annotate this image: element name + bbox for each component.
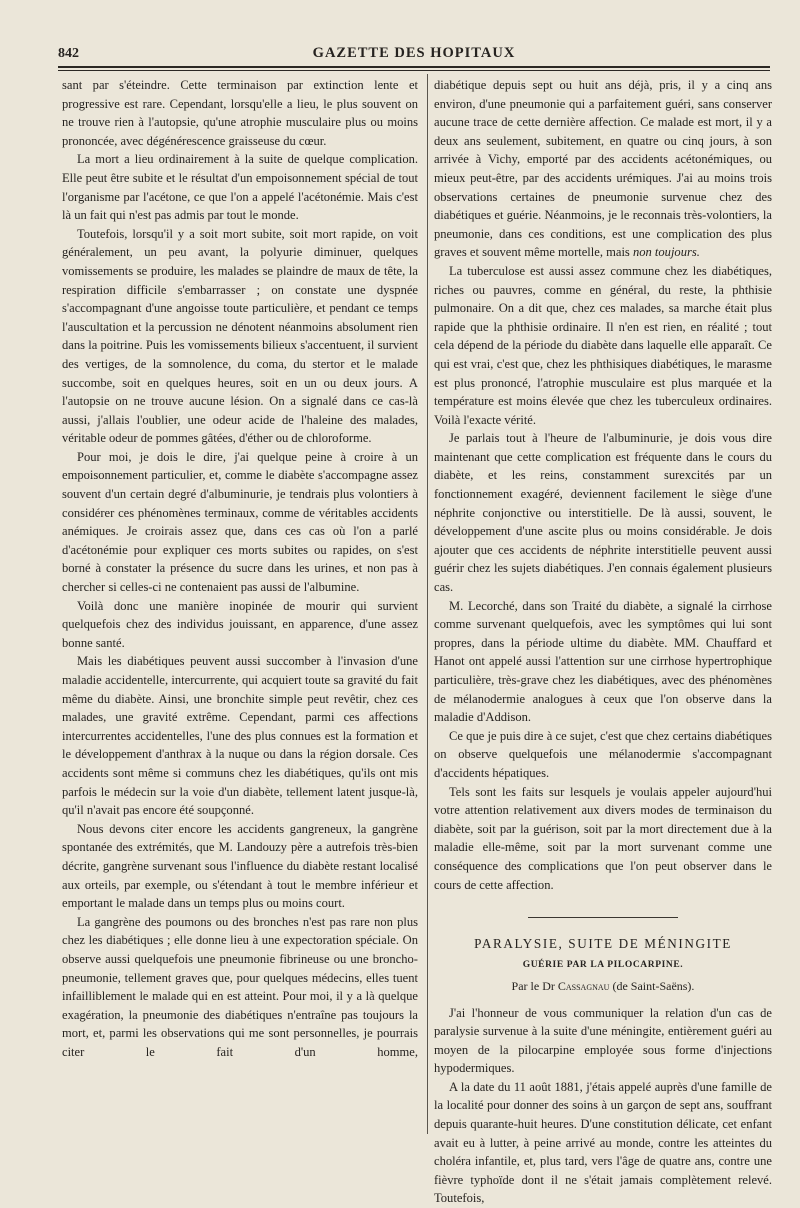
paragraph: Tels sont les faits sur lesquels je voulais appeler aujourd'hui votre attention relativement aux divers modes de terminaison du diabète, soit par la guérison, soit par la mort directement due à la maladie elle-même, soit par la mort survenant comme une conséquence des complications que l'on peut observer dans le cours de cette affection. <box>434 784 772 892</box>
right-column <box>434 76 772 1208</box>
paragraph: Je parlais tout à l'heure de l'albuminurie, je dois vous dire maintenant que cette complication est fréquente dans le cours du diabète, et les reins, constamment surexcités par un fonctionnement exagéré, deviennent facilement le siège d'une néphrite conjonctive ou interstitielle. De là aussi, souvent, le développement d'une ascite plus ou moins considérable. Je dois ajouter que ces accidents de néphrite interstitielle peuvent aussi guérir chez les sujets diabétiques. J'en connais également plusieurs cas. <box>434 431 772 595</box>
article-author <box>434 977 772 996</box>
section-separator <box>434 908 772 927</box>
running-title: GAZETTE DES HOPITAUX <box>312 45 516 61</box>
paragraph: Voilà donc une manière inopinée de mourir qui survient quelquefois chez des individus jouissant, en apparence, d'une assez bonne santé. <box>62 598 418 650</box>
page-number: 842 <box>58 46 79 61</box>
paragraph: Nous devons citer encore les accidents gangreneux, la gangrène spontanée des extrémités, que M. Landouzy père a autrefois très-bien décrite, gangrène survenant sous l'influence du diabète restant localisé aux orteils, par exemple, ou s'étendant à tout le membre inférieur et emportant le malade dans un temps plus ou moins court. <box>62 821 418 911</box>
author-name: Cassagnau <box>557 978 610 993</box>
paragraph: A la date du 11 août 1881, j'étais appelé auprès d'une famille de la localité pour donner des soins à un garçon de sept ans, souffrant depuis quarante-huit heures. D'une constitution délicate, cet enfant avait eu à lutter, à peine arrivé au monde, contre les atteintes du choléra infantile, et, plus tard, vers l'âge de quatre ans, contre une fièvre typhoïde dont il ne s'était jamais complètement relevé. Toutefois, <box>434 1079 772 1206</box>
header-rule-thin <box>58 70 770 71</box>
paragraph: sant par s'éteindre. Cette terminaison par extinction lente et progressive est rare. Cependant, lorsqu'elle a lieu, le plus souvent on ne trouve rien à l'autopsie, qu'une atrophie musculaire plus ou moins prononcée, avec dégénérescence graisseuse du cœur. <box>62 78 418 148</box>
page-header <box>58 44 770 66</box>
paragraph: Mais les diabétiques peuvent aussi succomber à l'invasion d'une maladie accidentelle, intercurrente, qui acquiert toute sa gravité du fait même du diabète. Ainsi, une bronchite simple peut revêtir, chez ces malades, une gravité extrême. Cependant, parmi ces affections intercurrentes accidentelles, l'une des plus connues est la formation et le développement d'anthrax à la nuque ou dans la région dorsale. Ces accidents sont même si communs chez les diabétiques, qu'ils ont mis parfois le médecin sur la voie d'un diabète, tellement latent jusque-là, qu'il n'avait pas encore été soupçonné. <box>62 654 418 818</box>
article-title: PARALYSIE, SUITE DE MÉNINGITE <box>474 935 732 951</box>
emphasis-text: non toujours. <box>632 245 700 260</box>
paragraph-text: diabétique depuis sept ou huit ans déjà, pris, il y a cinq ans environ, d'une pneumonie qui a parfaitement guéri, sans conserver aucune trace de cette dernière affection. Ce malade est mort, il y a deux ans seulement, subitement, en quatre ou cinq jours, à son arrivée à Vichy, emporté par des accidents acétonémiques, ou mieux peut-être, par des accidents urémiques. J'ai au moins trois observations certaines de pneumonie survenue chez des diabétiques et guérie. Néanmoins, je le reconnais très-volontiers, la pneumonie, dans ces conditions, est une complication des plus graves et souvent même mortelle, mais <box>434 78 772 260</box>
paragraph: La mort a lieu ordinairement à la suite de quelque complication. Elle peut être subite et le résultat d'un empoisonnement spécial de tout l'organisme par l'acétone, ce que l'on a appelé l'acétonémie. Mais c'est là un fait qui n'est pas admis par tout le monde. <box>62 152 418 223</box>
paragraph: Ce que je puis dire à ce sujet, c'est que chez certains diabétiques on observe quelquefois une mélanodermie s'accompagnant d'accidents hépatiques. <box>434 728 772 780</box>
paragraph: La tuberculose est aussi assez commune chez les diabétiques, riches ou pauvres, comme en général, du reste, la phthisie pulmonaire. On a dit que, chez ces malades, sa marche était plus rapide que la phthisie ordinaire. Il n'en est rien, en réalité ; tout cela dépend de la période du diabète dans laquelle elle apparaît. Ce qui est vrai, c'est que, chez les phthisiques diabétiques, le marasme est plus prononcé, l'atrophie musculaire est plus marquée et la température est moins élevée que chez les tuberculeux ordinaires. Voilà l'exacte vérité. <box>434 263 772 427</box>
paragraph <box>434 76 772 262</box>
author-suffix: (de Saint-Saëns). <box>612 978 695 993</box>
article-subtitle: GUÉRIE PAR LA PILOCARPINE. <box>522 960 684 971</box>
column-divider <box>427 74 428 1134</box>
left-column <box>62 76 418 1061</box>
paragraph: M. Lecorché, dans son Traité du diabète, a signalé la cirrhose comme survenant quelquefois, avec les symptômes qui lui sont propres, dans la période ultime du diabète. MM. Chauffard et Hanot ont appelé aussi l'attention sur une cirrhose hypertrophique particulière, très-grave chez les diabétiques, avec des phénomènes de mélanodermie analogues à ceux que l'on observe dans la maladie d'Addison. <box>434 598 772 725</box>
paragraph: Toutefois, lorsqu'il y a soit mort subite, soit mort rapide, on voit généralement, un peu avant, la polyurie diminuer, quelques vomissements se produire, les malades se plaindre de maux de tête, la respiration difficile s'embarrasser ; on constate une dyspnée s'accompagnant d'une angoisse toute particulière, et pendant ce temps l'auscultation et la percussion ne dénotent néanmoins absolument rien dans la poitrine. Puis les vomissements bilieux s'accentuent, il survient des vertiges, de la somnolence, du coma, du stertor et le malade succombe, soit en quelques heures, soit en un ou deux jours. A l'autopsie on ne trouve aucune lésion. On a signalé dans ce cas-là aussi, j'allais l'oublier, une odeur acide de l'haleine des malades, véritable odeur de pommes gâtées, d'éther ou de chloroforme. <box>62 226 418 446</box>
header-rule-thick <box>58 66 770 68</box>
paragraph: J'ai l'honneur de vous communiquer la relation d'un cas de paralysie survenue à la suite d'une méningite, entièrement guéri au moyen de la pilocarpine employée sous forme d'injections hypodermiques. <box>434 1005 772 1076</box>
paragraph: Pour moi, je dois le dire, j'ai quelque peine à croire à un empoisonnement particulier, et, comme le diabète s'accompagne assez souvent d'un certain degré d'albuminurie, je tendrais plus volontiers à considérer ces phénomènes terminaux, comme de véritables accidents anémiques. Je croirais assez que, dans ces cas où l'on a parlé d'acétonémie pour expliquer ces morts subites ou rapides, on s'est borné à constater la présence du sucre dans les urines, et non pas à chercher si celles-ci ne contenaient pas aussi de l'albumine. <box>62 449 418 595</box>
author-prefix: Par le Dr <box>511 978 555 993</box>
paragraph: La gangrène des poumons ou des bronches n'est pas rare non plus chez les diabétiques ; elle donne lieu à une expectoration spéciale. On observe aussi quelquefois une pneumonie fibrineuse ou une broncho-pneumonie, tellement graves que, pour quelques médecins, elles tuent infailliblement le malade qui en est atteint. Pour moi, il y a là quelque exagération, la pneumonie des diabétiques n'entraîne pas toujours la mort, et, parmi les observations qui me sont personnelles, je pourrais citer le fait d'un homme, <box>62 914 418 1059</box>
